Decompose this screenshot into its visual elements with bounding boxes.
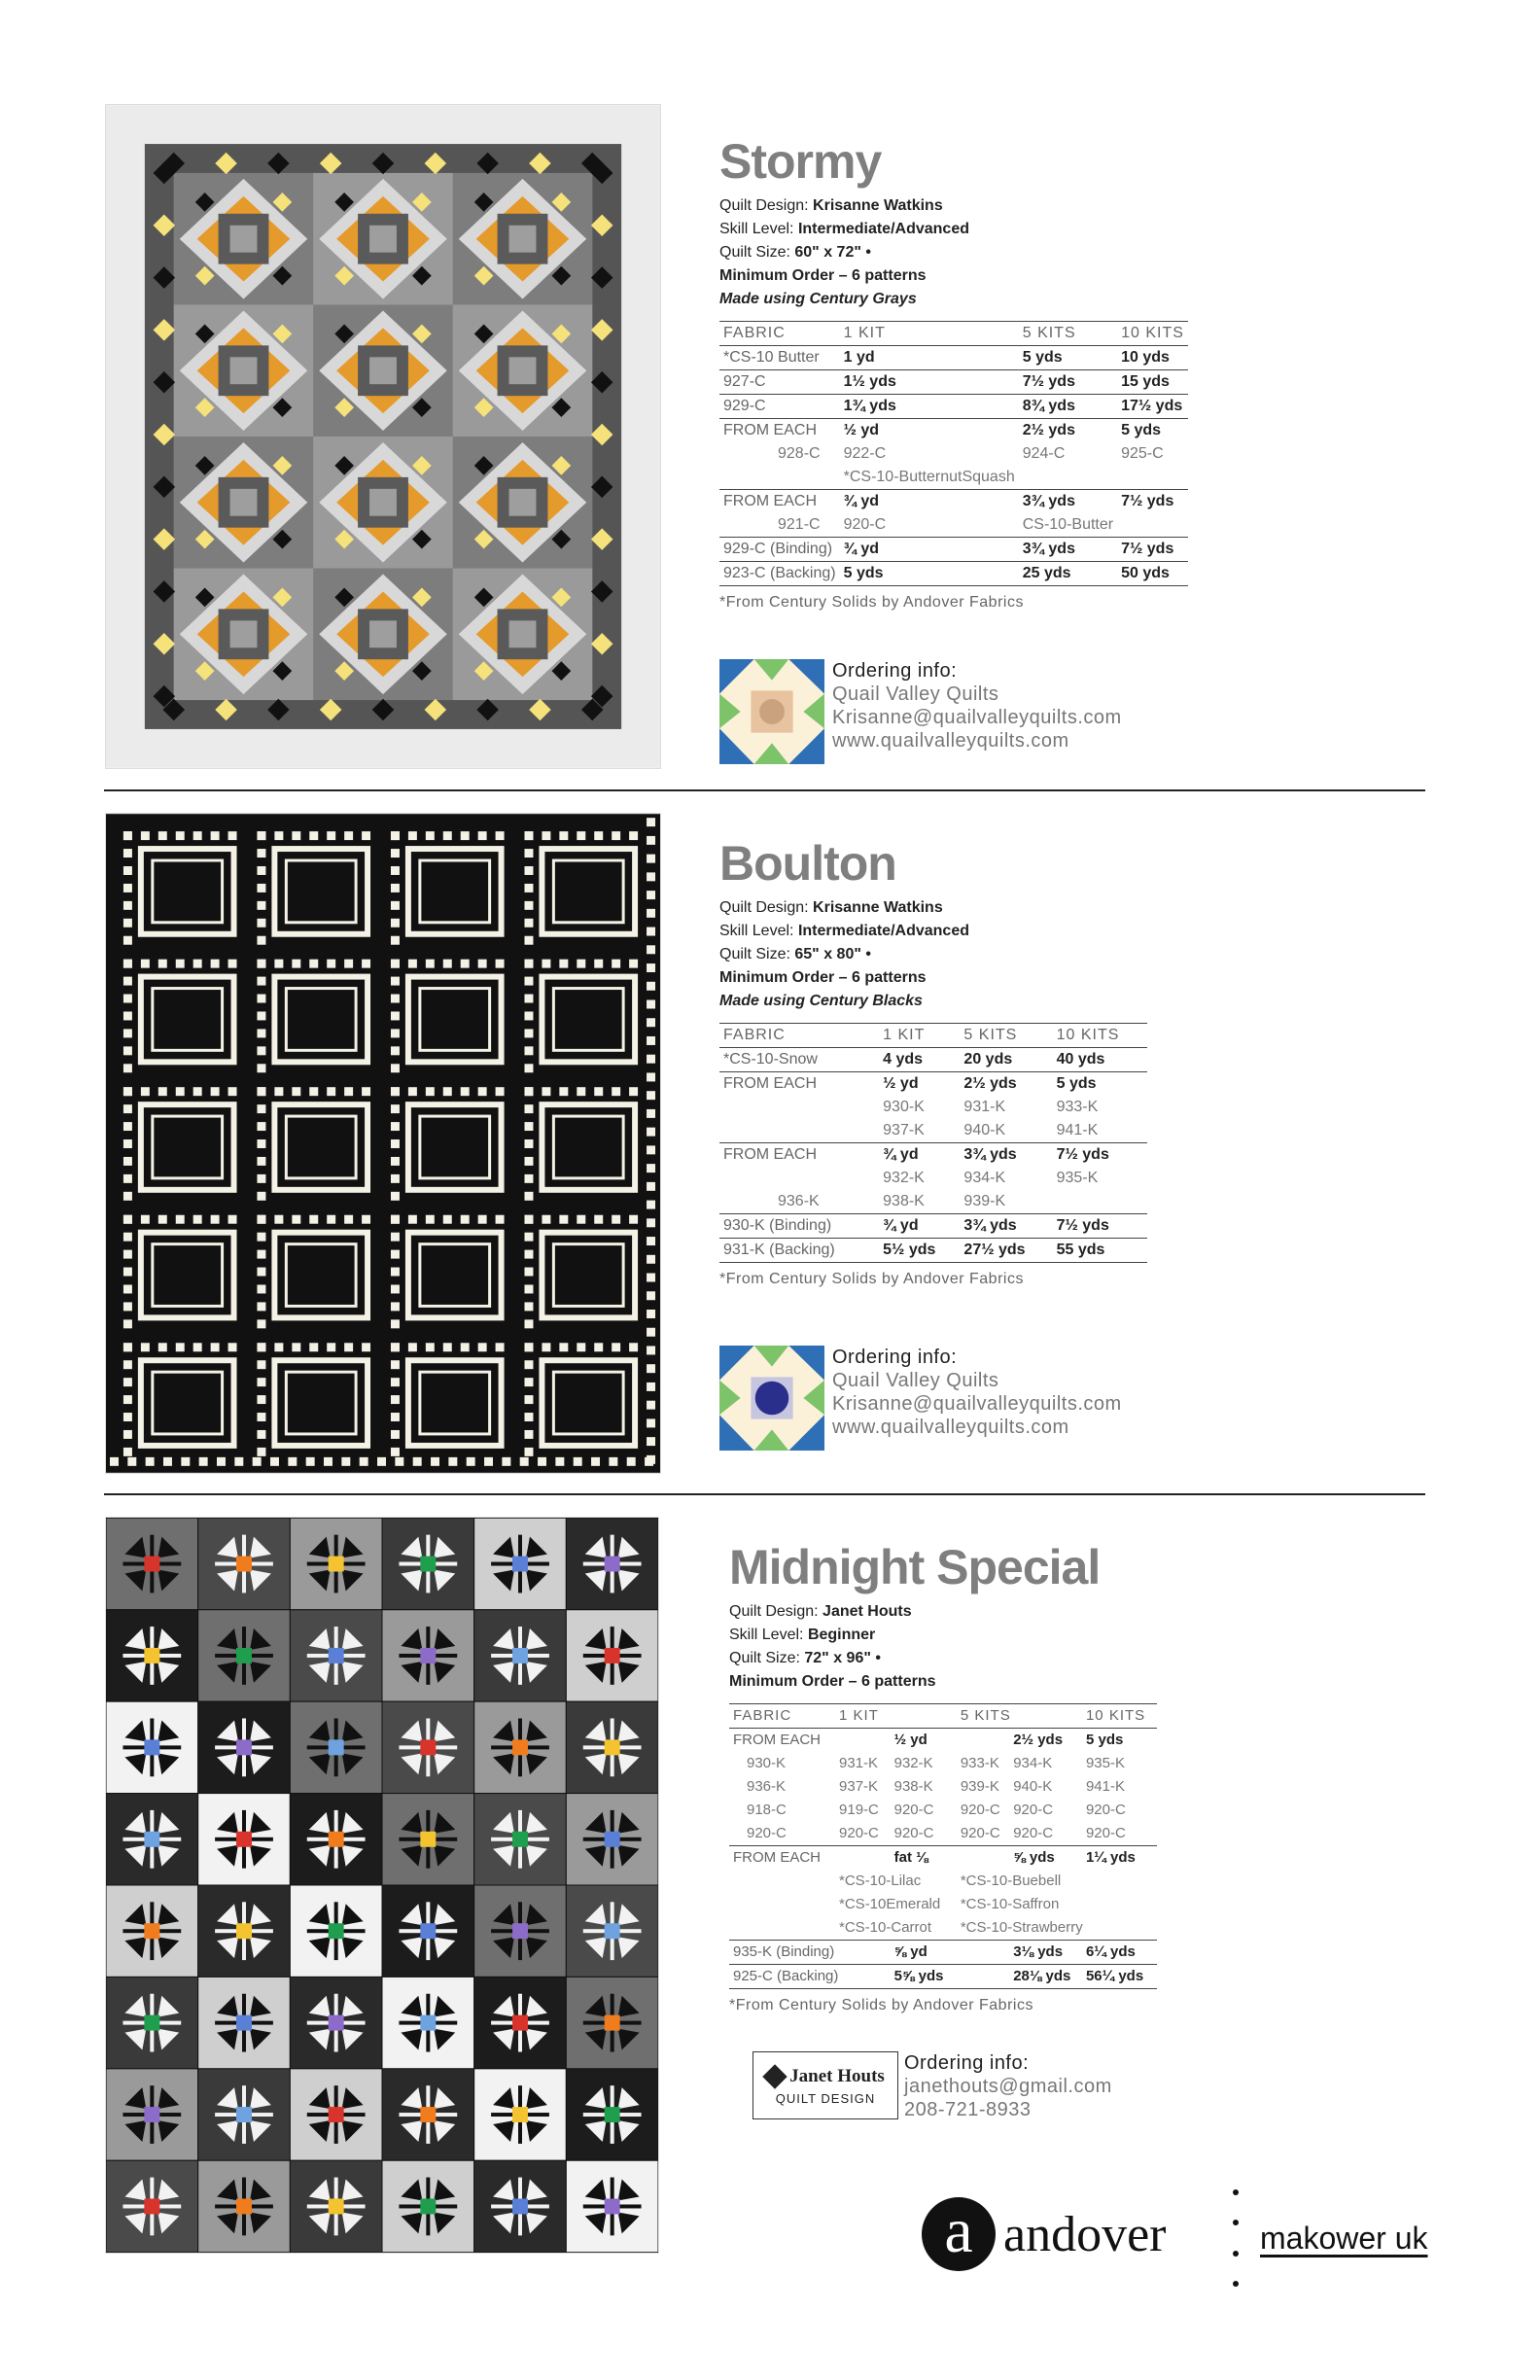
boulton-quilt-image bbox=[105, 813, 661, 1474]
andover-a-icon: a bbox=[922, 2197, 996, 2271]
quail-valley-logo-icon bbox=[719, 1346, 824, 1451]
makower-uk-logo: makower uk bbox=[1260, 2221, 1428, 2256]
footnote: *From Century Solids by Andover Fabrics bbox=[729, 1997, 1033, 2013]
fabric-table: FABRIC 1 KIT 5 KITS 10 KITS FROM EACH ½ yd 2½ yds 5 yds 930-K 931-K 932-K 933-K 934-K 935-K 936-K 937-K 938-K 939-K 940-K 941-K 918-C 919-C 920-C 920-C 920-C 920-C 920-C 920-C 920-C 920-C 920-C 920-C FROM EACH fat ⅛ ⅝ yds 1¼ yds *CS-10-Lilac *CS-10-Buebell *CS-10Emerald *CS-10-Saffron *CS-10-Carrot *CS-10-Strawberry 935-K (Binding) ⅝ yd 3⅛ yds 6¼ yds 925-C (Backing) 5⅝ yds 28⅛ yds 56¼ yds bbox=[729, 1703, 1157, 1989]
diamond-icon bbox=[762, 2064, 787, 2088]
andover-logo: a andover bbox=[922, 2197, 1166, 2271]
web-link[interactable]: www.quailvalleyquilts.com bbox=[832, 730, 1069, 752]
quilt-title: Midnight Special bbox=[729, 1540, 1101, 1594]
web-link[interactable]: www.quailvalleyquilts.com bbox=[832, 1417, 1069, 1438]
fabric-table: FABRIC 1 KIT 5 KITS 10 KITS *CS-10 Butter 1 yd 5 yds 10 yds 927-C 1½ yds 7½ yds 15 yds 929-C 1¾ yds 8¾ yds 17½ yds FROM EACH ½ yd 2½ yds 5 yds 928-C 922-C 924-C 925-C *CS-10-ButternutSquash FROM EACH ¾ yd 3¾ yds 7½ yds 921-C 920-C CS-10-Butter 929-C (Binding) ¾ yd 3¾ yds 7½ yds 923-C (Backing) 5 yds 25 yds 50 yds bbox=[719, 321, 1188, 586]
email-link[interactable]: janethouts@gmail.com bbox=[904, 2076, 1112, 2097]
stormy-info: Stormy Quilt Design: Krisanne Watkins Skill Level: Intermediate/Advanced Quilt Size: 60" x 72" • Minimum Order – 6 patterns Made using Century Grays FABRIC 1 KIT 5 KITS 10 KITS *CS-10 Butter 1 yd 5 yds 10 yds 927-C 1½ yds 7½ yds 15 yds 929-C 1¾ yds 8¾ yds 17½ yds FROM EACH ½ yd 2½ yds 5 yds 928-C 922-C 924-C 925-C *CS-10-ButternutSquash FROM EACH ¾ yd 3¾ yds 7½ yds 921-C 920-C CS-10-Butter 929-C (Binding) ¾ yd 3¾ yds 7½ yds 923-C (Backing) 5 yds 25 yds 50 yds *From Century Solids by Andover Fabrics bbox=[719, 136, 1147, 612]
divider bbox=[104, 1493, 1425, 1495]
quail-valley-logo-icon bbox=[719, 659, 824, 764]
dot-separator bbox=[1233, 2189, 1239, 2287]
boulton-info: Boulton Quilt Design: Krisanne Watkins Skill Level: Intermediate/Advanced Quilt Size: 65" x 80" • Minimum Order – 6 patterns Made using Century Blacks FABRIC 1 KIT 5 KITS 10 KITS *CS-10-Snow 4 yds 20 yds 40 yds FROM EACH ½ yd 2½ yds 5 yds 930-K 931-K 933-K 937-K 940-K 941-K FROM EACH ¾ yd 3¾ yds 7½ yds 932-K 934-K 935-K 936-K 938-K 939-K 930-K (Binding) ¾ yd 3¾ yds 7½ yds 931-K (Backing) 5½ yds 27½ yds 55 yds *From Century Solids by Andover Fabrics bbox=[719, 838, 1147, 1288]
footnote: *From Century Solids by Andover Fabrics bbox=[719, 1271, 1024, 1287]
footnote: *From Century Solids by Andover Fabrics bbox=[719, 594, 1024, 611]
boulton-ordering-info: Ordering info: Quail Valley Quilts Krisanne@quailvalleyquilts.com www.quailvalleyquilts.com bbox=[719, 1346, 1122, 1451]
stormy-quilt-image bbox=[105, 104, 661, 769]
janet-houts-logo: Janet Houts QUILT DESIGN bbox=[752, 2051, 898, 2119]
quilt-title: Stormy bbox=[719, 134, 882, 189]
quilt-title: Boulton bbox=[719, 836, 896, 891]
stormy-ordering-info: Ordering info: Quail Valley Quilts Krisanne@quailvalleyquilts.com www.quailvalleyquilts.com bbox=[719, 659, 1122, 764]
midnight-special-quilt-image bbox=[105, 1517, 659, 2254]
midnight-ordering-info: Janet Houts QUILT DESIGN Ordering info: janethouts@gmail.com 208-721-8933 bbox=[752, 2051, 1112, 2121]
midnight-info: Midnight Special Quilt Design: Janet Houts Skill Level: Beginner Quilt Size: 72" x 96" • Minimum Order – 6 patterns FABRIC 1 KIT 5 KITS 10 KITS FROM EACH ½ yd 2½ yds 5 yds 930-K 931-K 932-K 933-K 934-K 935-K 936-K 937-K 938-K 939-K 940-K 941-K 918-C 919-C 920-C 920-C 920-C 920-C 920-C 920-C 920-C 920-C 920-C 920-C FROM EACH fat ⅛ ⅝ yds 1¼ yds *CS-10-Lilac *CS-10-Buebell *CS-10Emerald *CS-10-Saffron *CS-10-Carrot *CS-10-Strawberry 935-K (Binding) ⅝ yd 3⅛ yds 6¼ yds 925-C (Backing) 5⅝ yds 28⅛ yds 56¼ yds *From Century Solids by Andover Fabrics bbox=[729, 1542, 1157, 2014]
fabric-table: FABRIC 1 KIT 5 KITS 10 KITS *CS-10-Snow 4 yds 20 yds 40 yds FROM EACH ½ yd 2½ yds 5 yds 930-K 931-K 933-K 937-K 940-K 941-K FROM EACH ¾ yd 3¾ yds 7½ yds 932-K 934-K 935-K 936-K 938-K 939-K 930-K (Binding) ¾ yd 3¾ yds 7½ yds 931-K (Backing) 5½ yds 27½ yds 55 yds bbox=[719, 1023, 1147, 1263]
email-link[interactable]: Krisanne@quailvalleyquilts.com bbox=[832, 1393, 1122, 1415]
email-link[interactable]: Krisanne@quailvalleyquilts.com bbox=[832, 707, 1122, 728]
phone-number: 208-721-8933 bbox=[904, 2099, 1032, 2120]
divider bbox=[104, 789, 1425, 791]
